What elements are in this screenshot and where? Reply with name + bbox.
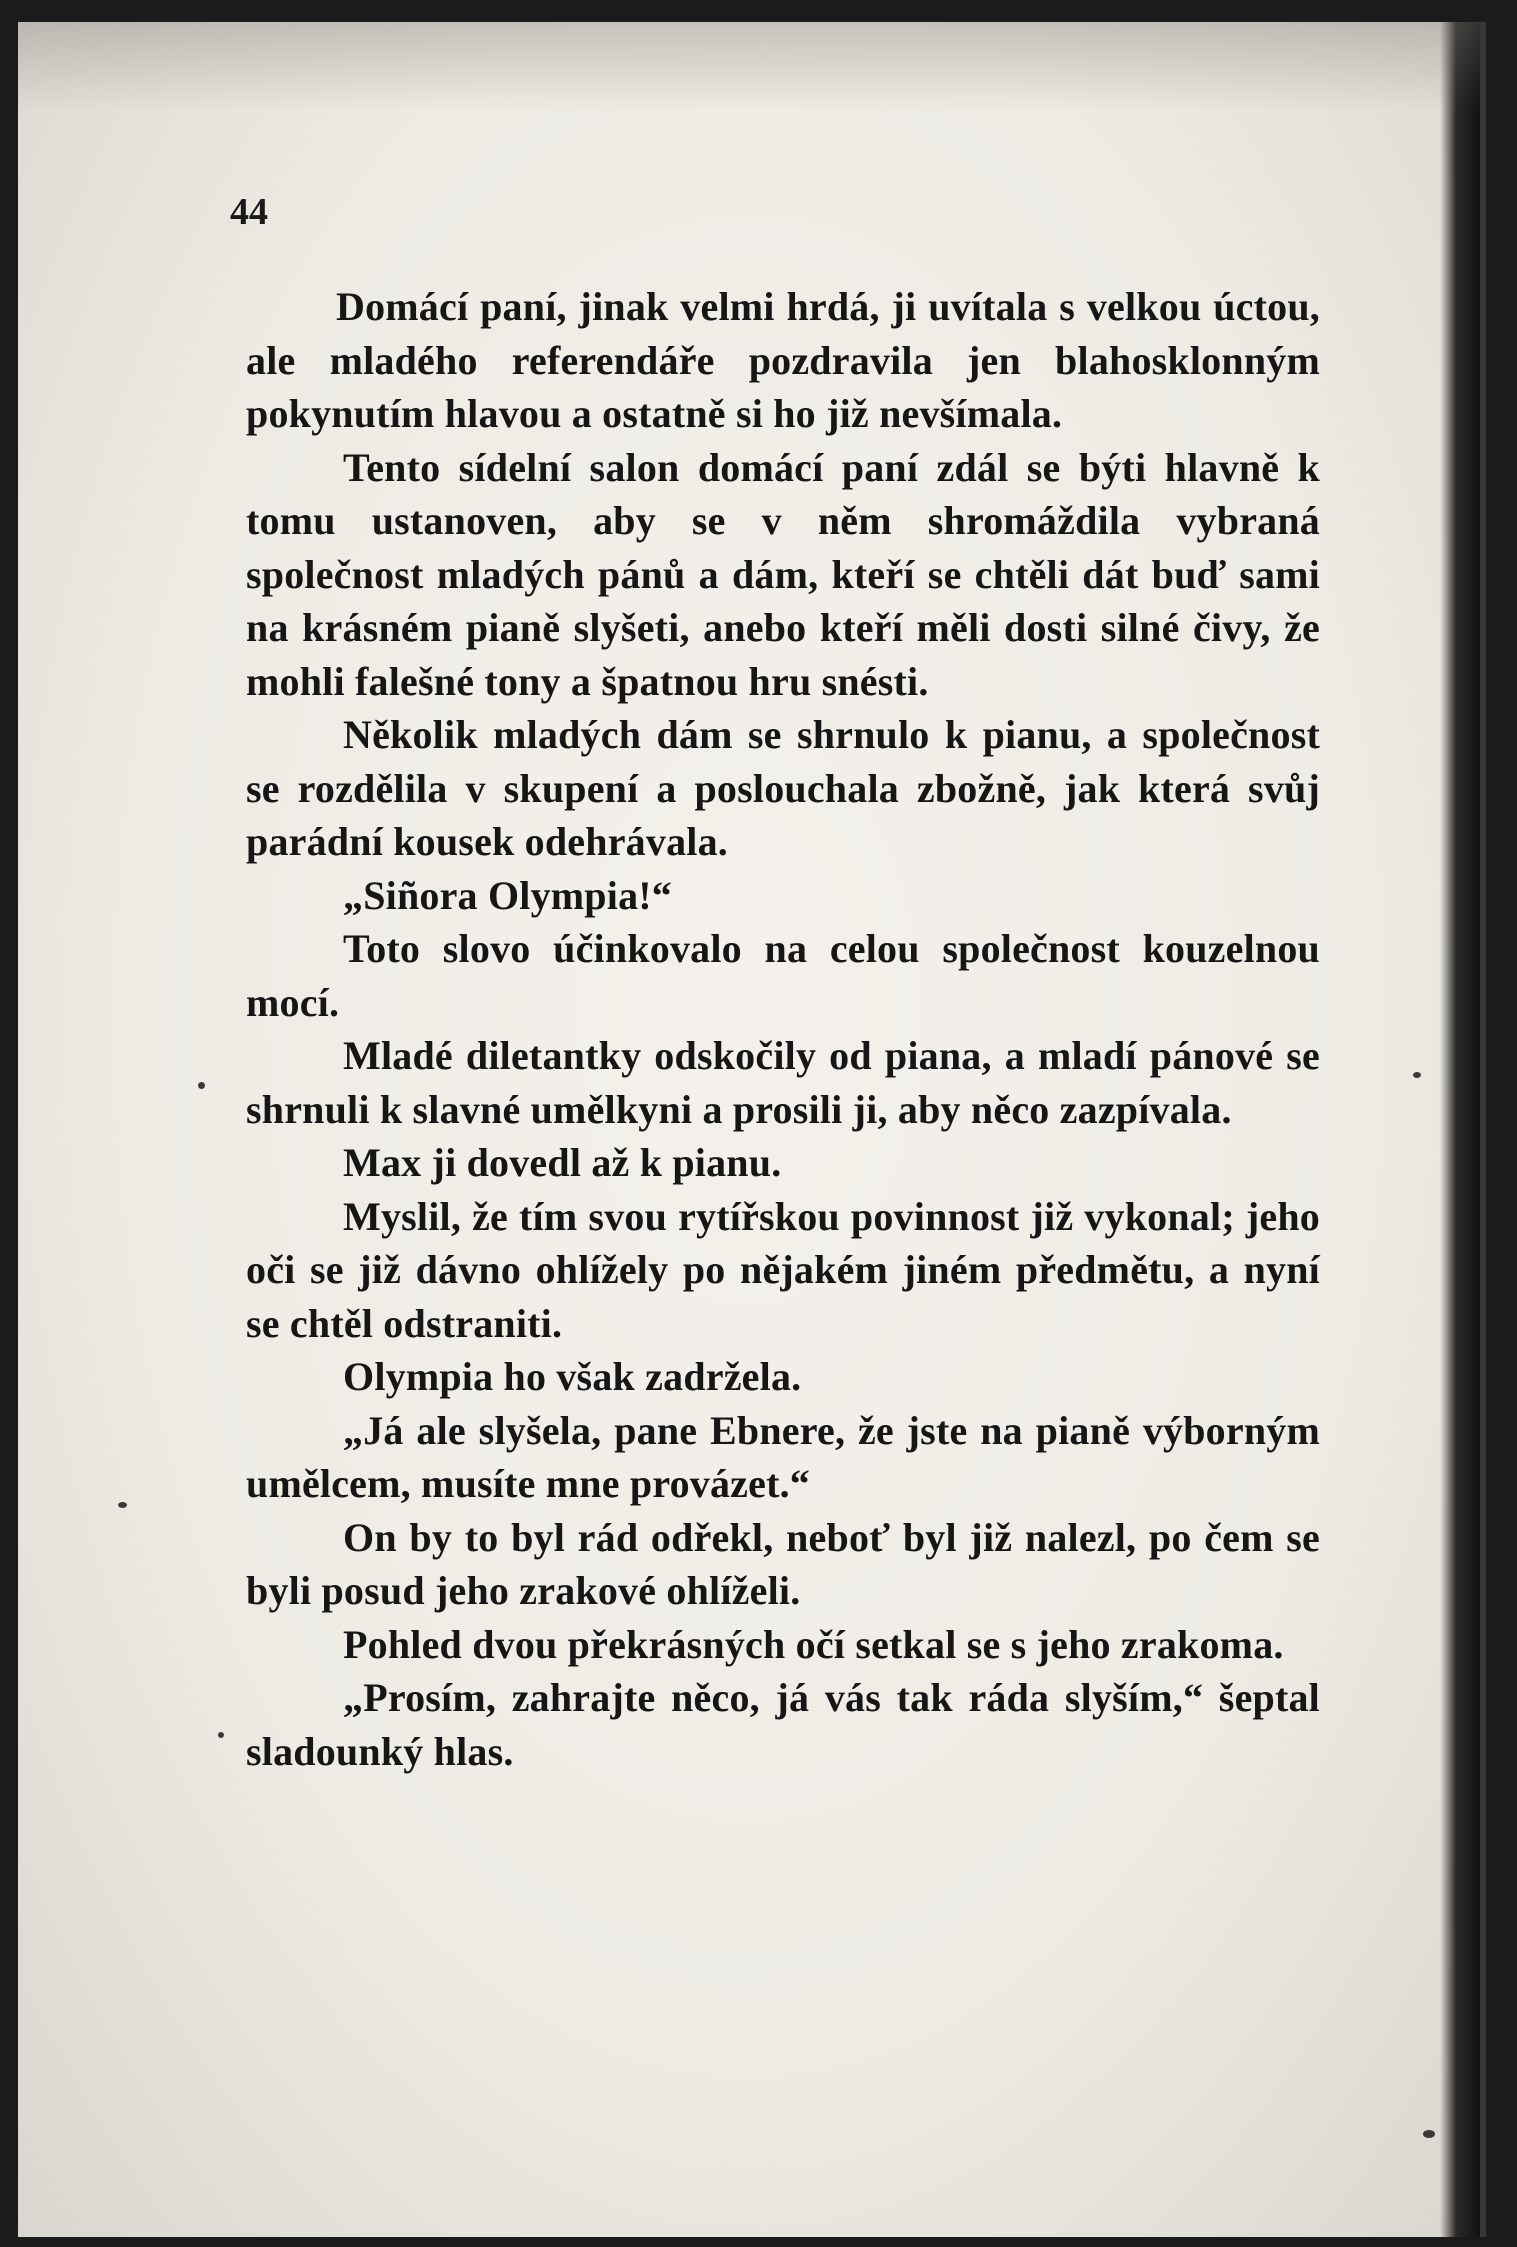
paragraph: Domácí paní, jinak velmi hrdá, ji uvítala s velkou úctou, ale mladého referendáře pozdravila jen blahosklonným pokynutím hlavou a ostatně si ho již nevšímala. xyxy=(246,284,1320,436)
paragraph: Pohled dvou překrásných očí setkal se s jeho zrakoma. xyxy=(343,1621,1284,1667)
scan-speck xyxy=(1413,1072,1421,1078)
scan-speck xyxy=(198,1082,205,1089)
scan-speck xyxy=(1423,2130,1435,2138)
page-edge-shadow xyxy=(1440,22,1480,2237)
paragraph: „Prosím, zahrajte něco, já vás tak ráda slyším,“ šeptal sladounký hlas. xyxy=(246,1675,1320,1774)
body-text xyxy=(246,280,1320,1778)
book-page xyxy=(18,22,1486,2237)
paragraph: On by to byl rád odřekl, neboť byl již nalezl, po čem se byli posud jeho zrakové ohlíželi. xyxy=(246,1514,1320,1613)
page-number: 44 xyxy=(230,191,268,233)
paragraph: Mladé diletantky odskočily od piana, a mladí pánové se shrnuli k slavné umělkyni a prosili ji, aby něco zazpívala. xyxy=(246,1033,1320,1132)
paragraph: Max ji dovedl až k pianu. xyxy=(343,1140,782,1185)
paragraph: „Já ale slyšela, pane Ebnere, že jste na pianě výborným umělcem, musíte mne provázet.“ xyxy=(246,1407,1320,1506)
paragraph: Tento sídelní salon domácí paní zdál se býti hlavně k tomu ustanoven, aby se v něm shromáždila vybraná společnost mladých pánů a dám, kteří se chtěli dát buď sami na krásném pianě slyšeti, anebo kteří měli dosti silné čivy, že mohli falešné tony a špatnou hru snésti. xyxy=(246,444,1320,704)
paragraph: Toto slovo účinkovalo na celou společnost kouzelnou mocí. xyxy=(246,926,1320,1025)
paragraph: Olympia ho však zadržela. xyxy=(343,1354,802,1399)
paragraph: Několik mladých dám se shrnulo k pianu, a společnost se rozdělila v skupení a poslouchala zbožně, jak která svůj parádní kousek odehrávala. xyxy=(246,712,1320,864)
scan-speck xyxy=(118,1502,127,1508)
scan-speck xyxy=(218,1732,224,1738)
paragraph: Myslil, že tím svou rytířskou povinnost již vykonal; jeho oči se již dávno ohlížely po nějakém jiném předmětu, a nyní se chtěl odstraniti. xyxy=(246,1193,1320,1346)
paragraph: „Siñora Olympia!“ xyxy=(343,872,672,918)
